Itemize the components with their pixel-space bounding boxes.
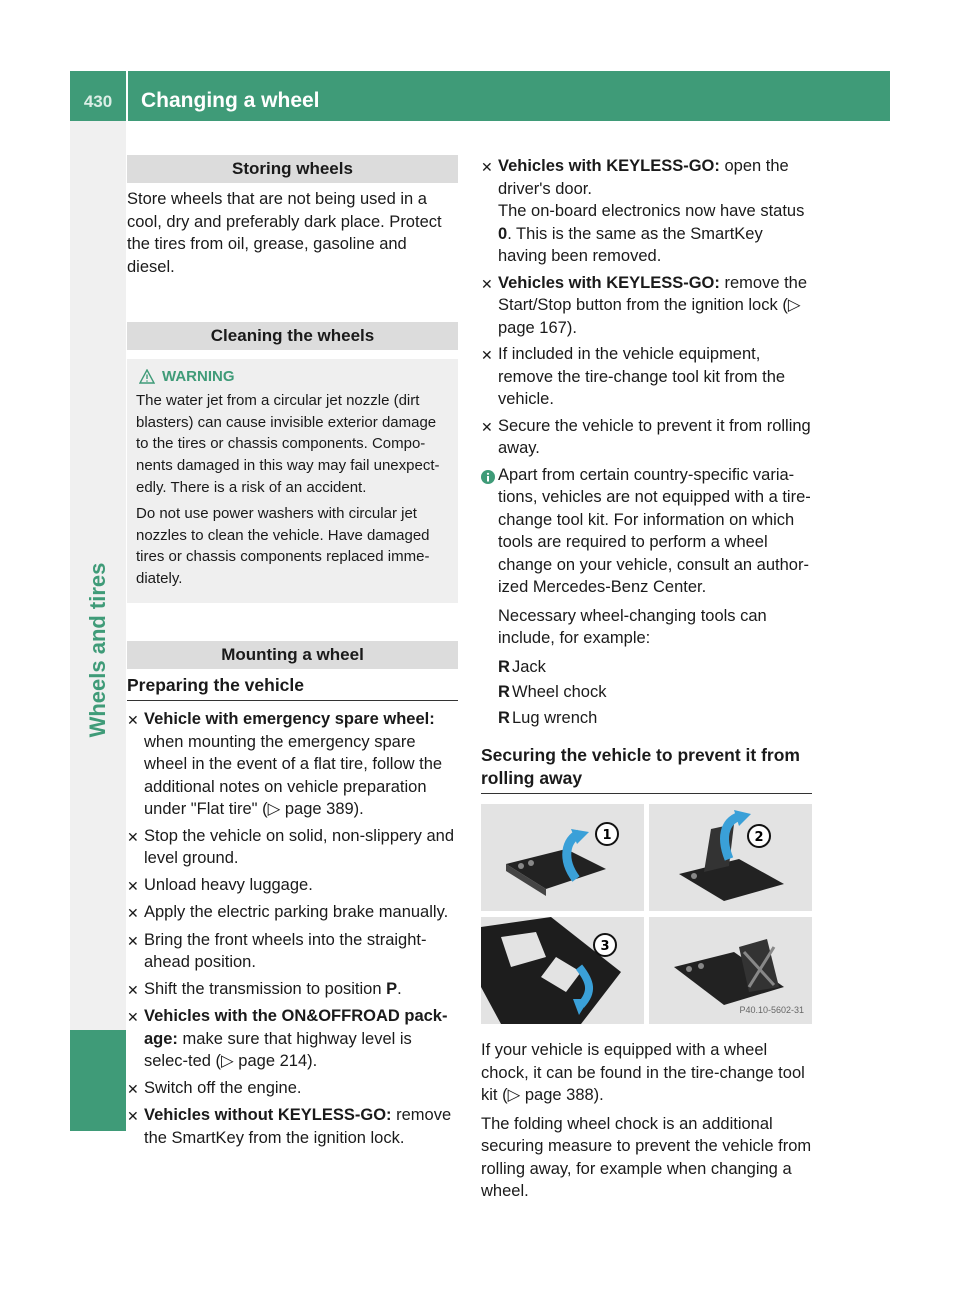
list-item <box>498 707 812 730</box>
securing-paragraph: The folding wheel chock is an additional securing measure to prevent the vehicle from rolling away, for example when changing a wheel. <box>481 1114 812 1200</box>
step-marker-icon: ✕ <box>481 275 493 292</box>
chapter-title: Changing a wheel <box>141 88 320 112</box>
step-text: If included in the vehicle equipment, remove the tire-change tool kit from the vehicle. <box>498 345 786 408</box>
step-text: when mounting the emergency spare wheel in the event of a flat tire, follow the additional notes on vehicle preparation under "Flat tire" (▷ page 389). <box>144 732 443 819</box>
securing-paragraph: If your vehicle is equipped with a wheel chock, it can be found in the tire-change tool kit (▷ page 388). <box>481 1041 805 1104</box>
wheel-chock-figure <box>481 804 812 1024</box>
step-marker-icon: ✕ <box>481 347 493 363</box>
step-marker-icon: ✕ <box>127 712 139 729</box>
figure-panel <box>481 917 644 1024</box>
warning-paragraph: The water jet from a circular jet nozzle (dirt blasters) can cause invisible exterior damage to the tires or chassis components. Compo-nents damaged in this way may fail unexpect-edly. There is a risk of an accident. <box>136 391 440 496</box>
step-item <box>127 901 458 925</box>
step-marker-icon: ✕ <box>127 828 139 845</box>
info-paragraph: Apart from certain country-specific varia-tions, vehicles are not equipped with a tire-change tool kit. For information on which tools are required to perform a wheel change on your vehicle, consult an author-ized Mercedes-Benz Center. <box>498 465 811 596</box>
figure-panel <box>481 804 644 911</box>
securing-vehicle-subheading: Securing the vehicle to prevent it from rolling away <box>481 744 812 794</box>
step-item <box>127 874 458 898</box>
bullet-icon: R <box>498 708 510 727</box>
info-paragraph: Necessary wheel-changing tools can include, for example: <box>498 606 767 647</box>
step-text: remove the SmartKey from the ignition lock. <box>144 1106 452 1147</box>
step-text: open the driver's door. <box>498 157 789 198</box>
step-text: Bring the front wheels into the straight-ahead position. <box>144 930 427 972</box>
figure-panel <box>649 917 812 1024</box>
step-item <box>127 929 458 974</box>
step-text: make sure that highway level is selec-ted (▷ page 214). <box>144 1029 412 1071</box>
bullet-text: Jack <box>512 657 546 676</box>
step-text: Switch off the engine. <box>144 1078 302 1097</box>
step-text: . This is the same as the SmartKey having been removed. <box>498 224 763 265</box>
step-marker-icon: ✕ <box>127 981 139 998</box>
step-item <box>481 272 812 340</box>
callout-3: 3 <box>600 939 610 954</box>
step-marker-icon: ✕ <box>127 1009 139 1026</box>
wheel-chock-step-2-illustration <box>649 804 812 911</box>
step-bold: Vehicle with emergency spare wheel: <box>144 710 435 729</box>
warning-box <box>127 359 458 603</box>
step-bold: Vehicles without KEYLESS-GO: <box>144 1106 392 1125</box>
list-item <box>498 656 812 679</box>
step-marker-icon: ✕ <box>127 905 139 922</box>
side-tab-label: Wheels and tires <box>84 562 110 738</box>
info-note <box>481 464 812 656</box>
callout-2: 2 <box>754 830 764 845</box>
right-column <box>481 155 812 1209</box>
step-text: Apply the electric parking brake manually. <box>144 903 449 922</box>
bullet-icon: R <box>498 657 510 676</box>
step-item <box>127 978 458 1002</box>
step-text: . <box>397 979 402 998</box>
warning-paragraph: Do not use power washers with circular jet nozzles to clean the vehicle. Have damaged tires or chassis components replaced imme-diately. <box>136 504 430 588</box>
step-item <box>127 1005 458 1073</box>
header-divider <box>126 71 128 121</box>
step-marker-icon: ✕ <box>481 159 493 175</box>
figure-panel <box>649 804 812 911</box>
step-item <box>481 415 812 460</box>
step-bold: Vehicles with KEYLESS-GO: <box>498 273 720 292</box>
step-marker-icon: ✕ <box>127 932 139 949</box>
step-text: Secure the vehicle to prevent it from rolling away. <box>498 416 811 457</box>
info-icon <box>481 464 498 656</box>
step-item <box>481 155 812 268</box>
step-bold: Vehicles with KEYLESS-GO: <box>498 157 720 175</box>
bullet-text: Lug wrench <box>512 708 598 727</box>
side-tab-marker <box>70 1030 126 1131</box>
page-number: 430 <box>83 91 113 111</box>
callout-1: 1 <box>602 828 612 843</box>
figure-code: P40.10-5602-31 <box>739 1004 804 1015</box>
step-text: Shift the transmission to position <box>144 979 387 998</box>
step-item <box>127 1077 458 1101</box>
step-item <box>127 825 458 870</box>
step-text: Unload heavy luggage. <box>144 875 313 894</box>
step-item <box>127 708 458 821</box>
storing-wheels-heading: Storing wheels <box>127 155 458 183</box>
left-column <box>127 155 458 1153</box>
bullet-icon: R <box>498 683 510 701</box>
step-bold: P <box>386 979 398 998</box>
list-item <box>498 681 812 704</box>
mounting-wheel-heading: Mounting a wheel <box>127 641 458 669</box>
warning-label: WARNING <box>162 368 235 385</box>
wheel-chock-step-1-illustration <box>481 804 644 911</box>
step-marker-icon: ✕ <box>127 1108 139 1125</box>
step-marker-icon: ✕ <box>481 418 493 435</box>
warning-triangle-icon <box>139 369 155 384</box>
step-bold: 0 <box>498 224 508 243</box>
wheel-chock-step-3-illustration <box>481 917 644 1024</box>
step-marker-icon: ✕ <box>127 877 139 894</box>
step-text: remove the Start/Stop button from the ignition lock (▷ page 167). <box>498 273 808 337</box>
step-marker-icon: ✕ <box>127 1080 139 1097</box>
bullet-text: Wheel chock <box>512 683 607 701</box>
step-bold: Vehicles with the ON&OFFROAD pack-age: <box>144 1007 448 1048</box>
storing-wheels-text: Store wheels that are not being used in a cool, dry and preferably dark place. Protect the tires from oil, grease, gasoline and diesel. <box>127 190 442 276</box>
step-item <box>127 1104 458 1149</box>
step-text: Stop the vehicle on solid, non-slippery and level ground. <box>144 826 455 868</box>
step-text: The on-board electronics now have status <box>498 202 805 220</box>
warning-title <box>139 366 449 388</box>
step-item <box>481 343 812 411</box>
preparing-vehicle-subheading: Preparing the vehicle <box>127 674 458 702</box>
cleaning-wheels-heading: Cleaning the wheels <box>127 322 458 350</box>
